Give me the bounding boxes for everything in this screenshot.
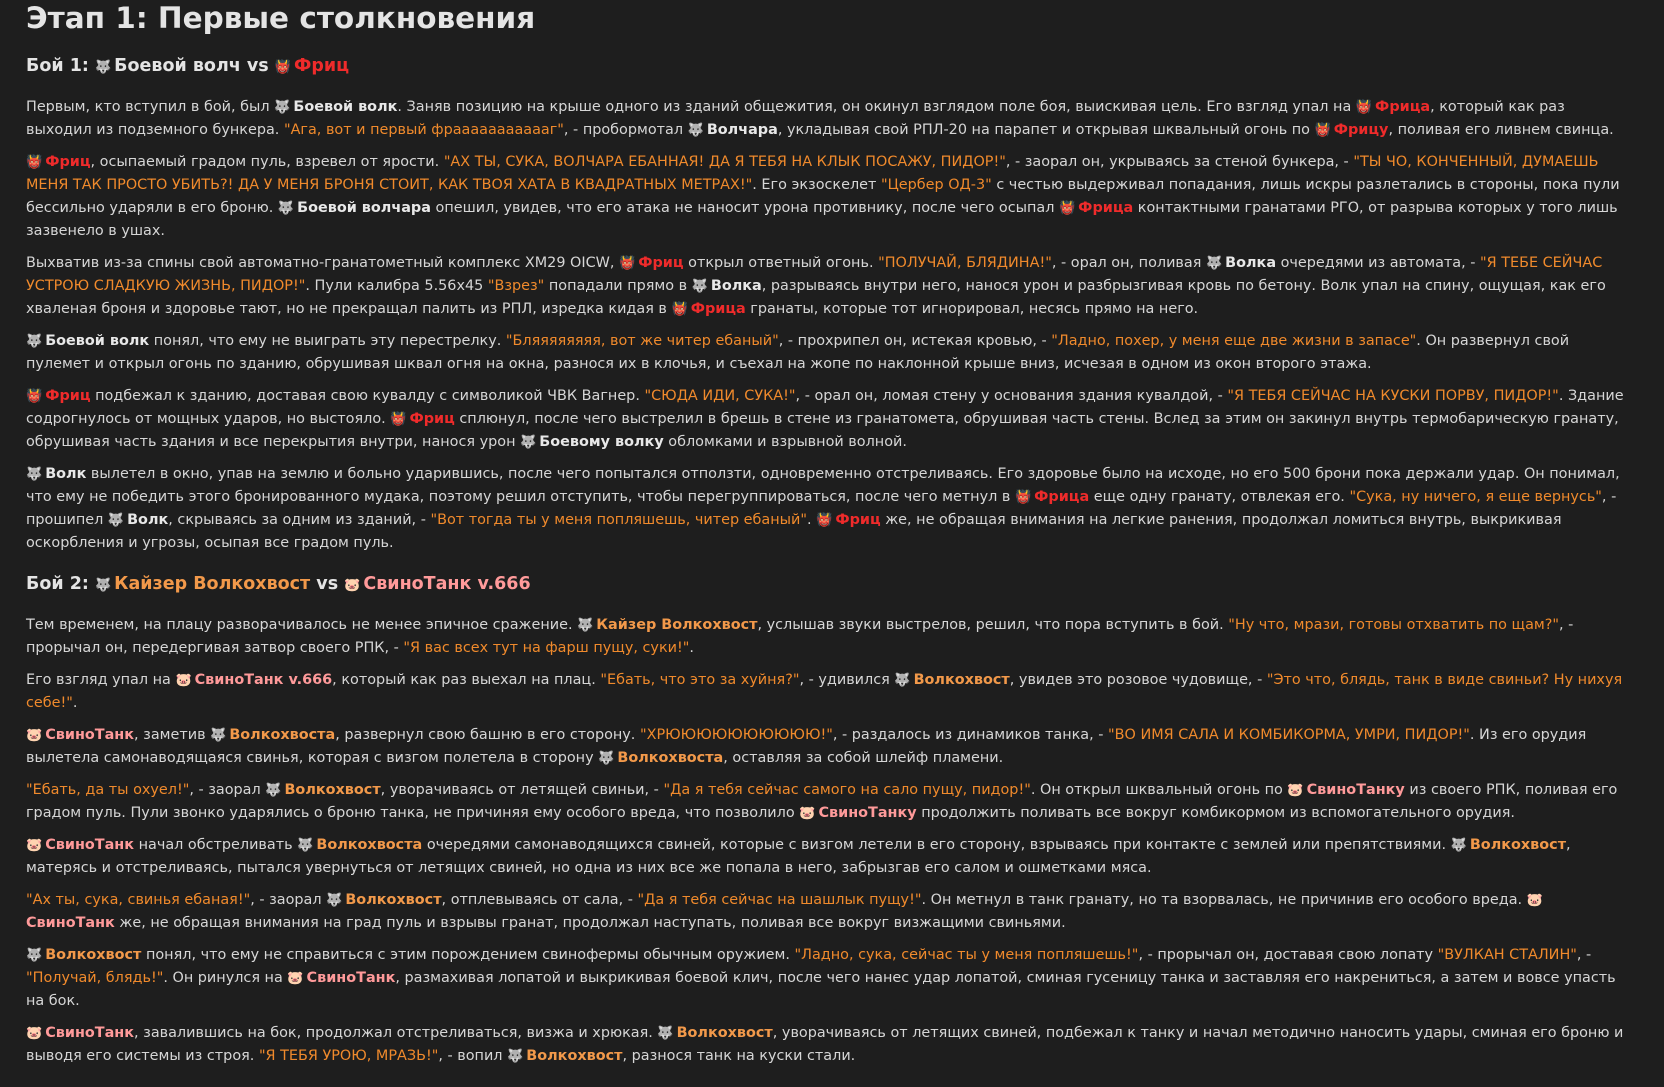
quote-text: "Я вас всех тут на фарш пущу, суки!" [403,640,690,656]
character-name: Фрица [1034,489,1090,505]
wolf-icon: 🐺 [107,513,125,528]
narrative-text: , - раздалось из динамиков танка, - [832,727,1109,743]
narrative-text: , оставляя за собой шлейф пламени. [723,750,1004,766]
quote-text: "Ага, вот и первый фраааааааааааг" [283,122,564,138]
wolf-icon: 🐺 [265,783,282,798]
narrative-text: . [806,512,817,528]
character-name: Волкохвоста [316,837,423,853]
narrative-text: же, не обращая внимания на град пуль и взрывы гранат, продолжал наступать, поливая все вокруг визжащими свиньями. [114,915,1066,931]
quote-text: "Я ТЕБЯ УРОЮ, МРАЗЬ!" [258,1048,439,1064]
paragraph [26,330,1630,376]
fritz-icon: 👹 [1314,123,1331,138]
quote-text: "ХРЮЮЮЮЮЮЮЮЮЮ!" [639,727,833,743]
character-name: СвиноТанк [26,915,115,931]
character-name: Фриц [45,154,91,170]
narrative-text: , - заорал [189,782,266,798]
wolf-icon: 🐺 [507,1049,524,1064]
quote-text: "Я ТЕБЕ СЕЙЧАС УСТРОЮ СЛАДКУЮ ЖИЗНЬ, ПИДОР!" [26,255,1603,294]
narrative-text: , уворачиваясь от летящих свиней, подбежал к танку и начал методично наносить удары, сминая его броню и выводя его системы из строя. [26,1025,1624,1064]
wolf-icon: 🐺 [1450,838,1467,853]
narrative-text: , - вопил [438,1048,508,1064]
character-name: Волкохвост [526,1048,623,1064]
paragraph [26,96,1630,142]
character-name: Фриц [835,512,881,528]
character-name: Волчара [706,122,778,138]
narrative-text: из своего РПК, поливая его градом пуль. Пули звонко ударялись о броню танка, не причиняя ему особого вреда, что позволило [26,782,1618,821]
narrative-text: обломками и взрывной волной. [663,434,907,450]
narrative-text: Его взгляд упал на [26,672,176,688]
narrative-text: , развернул свою башню в его сторону. [335,727,640,743]
fight2-fighter2: СвиноТанк v.666 [363,574,531,594]
fight2-vs: vs [316,574,339,594]
quote-text: "ПОЛУЧАЙ, БЛЯДИНА!" [878,255,1052,271]
fritz-icon: 👹 [671,302,688,317]
character-name: СвиноТанку [1306,782,1405,798]
wolf-icon: 🐺 [26,467,43,482]
quote-text: "Я ТЕБЯ СЕЙЧАС НА КУСКИ ПОРВУ, ПИДОР!" [1227,388,1559,404]
narrative-text: начал обстреливать [134,837,298,853]
pig-icon: 🐷 [344,578,361,593]
character-name: Боевой волк [45,333,150,349]
quote-text: "Ах ты, сука, свинья ебаная!" [26,892,251,908]
narrative-text: , завалившись на бок, продолжал отстреливаться, визжа и хрюкая. [134,1025,658,1041]
wolf-icon: 🐺 [687,123,704,138]
narrative-text: , заметив [134,727,211,743]
paragraph [26,252,1630,321]
narrative-text: , - прохрипел он, истекая кровью, - [778,333,1052,349]
fritz-icon: 👹 [619,256,636,271]
narrative-text: же, не обращая внимания на легкие ранения, продолжал ломиться внутрь, выкрикивая оскорбления и угрозы, осыпая все градом пуль. [26,512,1562,551]
narrative-text: . Его экзоскелет [752,177,881,193]
quote-text: "Взрез" [487,278,545,294]
quote-text: "Вот тогда ты у меня попляшешь, читер ебаный" [430,512,807,528]
narrative-text: Первым, кто вступил в бой, был [26,99,275,115]
wolf-icon: 🐺 [1205,256,1223,271]
quote-text: "Ебать, да ты охуел!" [26,782,190,798]
character-name: Волкохвост [913,672,1010,688]
quote-text: "Цербер ОД-3" [880,177,992,193]
paragraph [26,944,1630,1013]
fight1-prefix: Бой 1: [26,56,89,76]
character-name: Фрица [1078,200,1134,216]
wolf-icon: 🐺 [577,618,594,633]
paragraph [26,889,1630,935]
wolf-icon: 🐺 [26,948,43,963]
wolf-icon: 🐺 [210,728,227,743]
narrative-text: , увидев это розовое чудовище, - [1009,672,1267,688]
narrative-text: , - орал он, поливая [1051,255,1206,271]
character-name: Волк [45,466,87,482]
pig-icon: 🐷 [26,1026,43,1041]
fight1-heading [26,51,1630,83]
paragraph [26,1022,1630,1068]
narrative-text: , - пробормотал [563,122,688,138]
wolf-icon: 🐺 [26,334,43,349]
pig-icon: 🐷 [799,806,816,821]
narrative-text: опешил, увидев, что его атака не наносит урона противнику, после чего осыпал [430,200,1059,216]
paragraph [26,151,1630,243]
wolf-icon: 🐺 [520,435,537,450]
narrative-text: , - прошипел [26,489,1617,528]
narrative-text: , - прорычал он, передергивая затвор своего РПК, - [26,617,1574,656]
character-name: СвиноТанк v.666 [194,672,333,688]
quote-text: "Ебать, что это за хуйня?" [600,672,800,688]
character-name: Волк [127,512,169,528]
quote-text: "ВУЛКАН СТАЛИН" [1437,947,1577,963]
character-name: Фрица [1375,99,1431,115]
wolf-icon: 🐺 [691,279,708,294]
wolf-icon: 🐺 [277,201,295,216]
quote-text: "АХ ТЫ, СУКА, ВОЛЧАРА ЕБАННАЯ! ДА Я ТЕБЯ НА КЛЫК ПОСАЖУ, ПИДОР!" [443,154,1006,170]
quote-text: "Ладно, сука, сейчас ты у меня попляшешь!" [794,947,1139,963]
paragraph [26,614,1630,660]
narrative-text: , размахивая лопатой и выкрикивая боевой клич, после чего нанес удар лопатой, сминая гусеницу танка и заставляя его накрениться, а затем и вовсе упасть на бок. [26,970,1616,1009]
quote-text: "Получай, блядь!" [26,970,164,986]
paragraph [26,463,1630,555]
character-name: Фрица [690,301,746,317]
wolf-icon: 🐺 [598,751,615,766]
character-name: Волкохвост [676,1025,773,1041]
fritz-icon: 👹 [816,513,833,528]
character-name: Волкохвоста [229,727,336,743]
quote-text: "Да я тебя сейчас на шашлык пущу!" [637,892,922,908]
quote-text: "Ну что, мрази, готовы отхватить по щам?" [1228,617,1560,633]
character-name: Боевой волк [293,99,398,115]
narrative-text: , разнося танк на куски стали. [622,1048,856,1064]
character-name: СвиноТанк [45,727,135,743]
quote-text: "СЮДА ИДИ, СУКА!" [644,388,796,404]
quote-text: "Ладно, похер, у меня еще две жизни в запасе" [1051,333,1417,349]
character-name: Волкохвост [345,892,442,908]
pig-icon: 🐷 [26,838,43,853]
pig-icon: 🐷 [175,673,192,688]
paragraph [26,669,1630,715]
character-name: Фриц [409,411,455,427]
narrative-text: . Из его орудия вылетела самонаводящаяся свинья, которая с визгом полетела в сторону [26,727,1587,766]
quote-text: "ТЫ ЧО, КОНЧЕННЫЙ, ДУМАЕШЬ МЕНЯ ТАК ПРОСТО УБИТЬ?! ДА У МЕНЯ БРОНЯ СТОИТ, КАК ТВОЯ ХАТА В КВАДРАТНЫХ МЕТРАХ!" [26,154,1599,193]
narrative-text: еще одну гранату, отвлекая его. [1089,489,1350,505]
paragraph [26,385,1630,454]
narrative-text: . Он развернул свой пулемет и открыл огонь по зданию, обрушивая шквал огня на окна, разнося их в клочья, и съехал на жопе по наклонной крыше вниз, исчезая в одном из окон второго этажа. [26,333,1570,372]
wolf-icon: 🐺 [894,673,911,688]
narrative-text: , - орал он, ломая стену у основания здания кувалдой, - [795,388,1228,404]
narrative-text: . Он ринулся на [163,970,288,986]
narrative-text: . Он открыл шквальный огонь по [1030,782,1288,798]
wolf-icon: 🐺 [657,1026,674,1041]
narrative-text: . Здание содрогнулось от мощных ударов, но выстояло. [26,388,1624,427]
narrative-text: , который как раз выходил из подземного бункера. [26,99,1565,138]
narrative-text: , - удивился [799,672,895,688]
character-name: Волка [1225,255,1277,271]
character-name: Волкохвост [284,782,381,798]
character-name: Волкохвоста [617,750,724,766]
wolf-icon: 🐺 [326,893,343,908]
quote-text: "ВО ИМЯ САЛА И КОМБИКОРМА, УМРИ, ПИДОР!" [1108,727,1470,743]
character-name: Фриц [638,255,684,271]
narrative-text: подбежал к зданию, доставая свою кувалду с символикой ЧВК Вагнер. [90,388,645,404]
narrative-text: , уворачиваясь от летящей свиньи, - [380,782,664,798]
narrative-text: продолжить поливать все вокруг комбикормом из вспомогательного орудия. [916,805,1515,821]
narrative-text: , разрываясь внутри него, нанося урон и разбрызгивая кровь по бетону. Волк упал на спину, ощущая, как его хваленая броня и здоровье тают, но не прекращал палить из РПЛ, изредка кидая в [26,278,1606,317]
fight2-heading [26,569,1630,601]
pig-icon: 🐷 [1287,783,1304,798]
narrative-text: , который как раз выехал на плац. [332,672,601,688]
fritz-icon: 👹 [274,60,291,75]
character-name: Фрицу [1333,122,1389,138]
quote-text: "Это что, блядь, танк в виде свиньи? Ну нихуя себе!" [26,672,1623,711]
narrative-text: , осыпаемый градом пуль, взревел от ярости. [90,154,444,170]
narrative-text: , - прорычал он, доставая свою лопату [1138,947,1438,963]
paragraph [26,779,1630,825]
fight2-prefix: Бой 2: [26,574,89,594]
character-name: Волка [710,278,762,294]
fritz-icon: 👹 [1014,490,1032,505]
fight1-fighter1: Боевой волч [114,56,241,76]
narrative-text: Тем временем, на плацу разворачивалось не менее эпичное сражение. [26,617,578,633]
fight1-fighter2: Фриц [294,56,350,76]
character-name: СвиноТанк [45,1025,135,1041]
paragraph [26,834,1630,880]
pig-icon: 🐷 [26,728,43,743]
wolf-icon: 🐺 [94,578,112,593]
narrative-text: вылетел в окно, упав на землю и больно ударившись, после чего попытался отползти, одновременно отстреливаясь. Его здоровье было на исходе, но его 500 брони пока держали удар. Он понимал, что ему не победить этого бронированного мудака, поэтому решил отступить, чтобы перегруппироваться, после чего метнул в [26,466,1620,505]
wolf-icon: 🐺 [297,838,314,853]
narrative-text: , скрываясь за одним из зданий, - [168,512,431,528]
narrative-text: очередями самонаводящихся свиней, которые с визгом летели в его сторону, взрываясь при контакте с землей или препятствиями. [422,837,1451,853]
narrative-text: сплюнул, после чего выстрелил в брешь в стене из гранатомета, обрушивая часть стены. Вслед за этим он закинул внутрь термобарическую гранату, обрушивая часть здания и все перекрытия внутри, нанося урон [26,411,1619,450]
narrative-text: . [689,640,694,656]
narrative-text: , поливая его ливнем свинца. [1388,122,1614,138]
character-name: Кайзер Волкохвост [596,617,758,633]
narrative-text: . Заняв позицию на крыше одного из зданий общежития, он окинул взглядом поле боя, выискивая цель. Его взгляд упал на [397,99,1356,115]
fight2-fighter1: Кайзер Волкохвост [114,574,311,594]
pig-icon: 🐷 [287,971,304,986]
narrative-text: , - заорал [250,892,327,908]
narrative-text: , - [1576,947,1592,963]
narrative-text: , отплевываясь от сала, - [441,892,638,908]
narrative-text: очередями из автомата, - [1276,255,1481,271]
wolf-icon: 🐺 [94,60,112,75]
fritz-icon: 👹 [1355,100,1373,115]
character-name: Боевой волчара [297,200,431,216]
fritz-icon: 👹 [26,155,43,170]
narrative-text: , - заорал он, укрываясь за стеной бункера, - [1005,154,1354,170]
narrative-text: попадали прямо в [544,278,692,294]
fritz-icon: 👹 [1058,201,1076,216]
pig-icon: 🐷 [1526,893,1543,908]
narrative-text: . Пули калибра 5.56x45 [305,278,488,294]
narrative-text: , услышав звуки выстрелов, решил, что пора вступить в бой. [757,617,1229,633]
narrative-text: . [72,695,78,711]
narrative-text: , матерясь и отстреливаясь, пытался увернуться от летящих свиней, но одна из них все же попала в него, забрызгав его салом и ошметками мяса. [26,837,1571,876]
narrative-text: Выхватив из-за спины свой автоматно-гранатометный комплекс XM29 OICW, [26,255,620,271]
narrative-text: , укладывая свой РПЛ-20 на парапет и открывая шквальный огонь по [777,122,1315,138]
character-name: Волкохвост [45,947,142,963]
fritz-icon: 👹 [26,389,43,404]
paragraph [26,724,1630,770]
character-name: Фриц [45,388,91,404]
narrative-text: с честью выдерживал попадания, лишь искры разлетались в стороны, пока пули бессильно ударяли в его броню. [26,177,1620,216]
fritz-icon: 👹 [390,412,407,427]
fight1-vs: vs [246,56,269,76]
wolf-icon: 🐺 [274,100,291,115]
character-name: СвиноТанк [306,970,396,986]
narrative-text: открыл ответный огонь. [683,255,879,271]
narrative-text: контактными гранатами РГО, от разрыва которых у того лишь зазвенело в ушах. [26,200,1618,239]
quote-text: "Сука, ну ничего, я еще вернусь" [1349,489,1602,505]
character-name: СвиноТанк [45,837,135,853]
character-name: Волкохвост [1469,837,1567,853]
narrative-text: понял, что ему не выиграть эту перестрелку. [149,333,506,349]
quote-text: "Бляяяяяяяя, вот же читер ебаный" [505,333,779,349]
narrative-text: гранаты, которые тот игнорировал, несясь прямо на него. [745,301,1199,317]
quote-text: "Да я тебя сейчас самого на сало пущу, пидор!" [663,782,1031,798]
character-name: Боевому волку [539,434,664,450]
narrative-text: . Он метнул в танк гранату, но та взорвалась, не причинив его особого вреда. [921,892,1527,908]
character-name: СвиноТанку [818,805,917,821]
narrative-text: понял, что ему не справиться с этим порождением свинофермы обычным оружием. [141,947,795,963]
page-title: Этап 1: Первые столкновения [26,1,536,35]
